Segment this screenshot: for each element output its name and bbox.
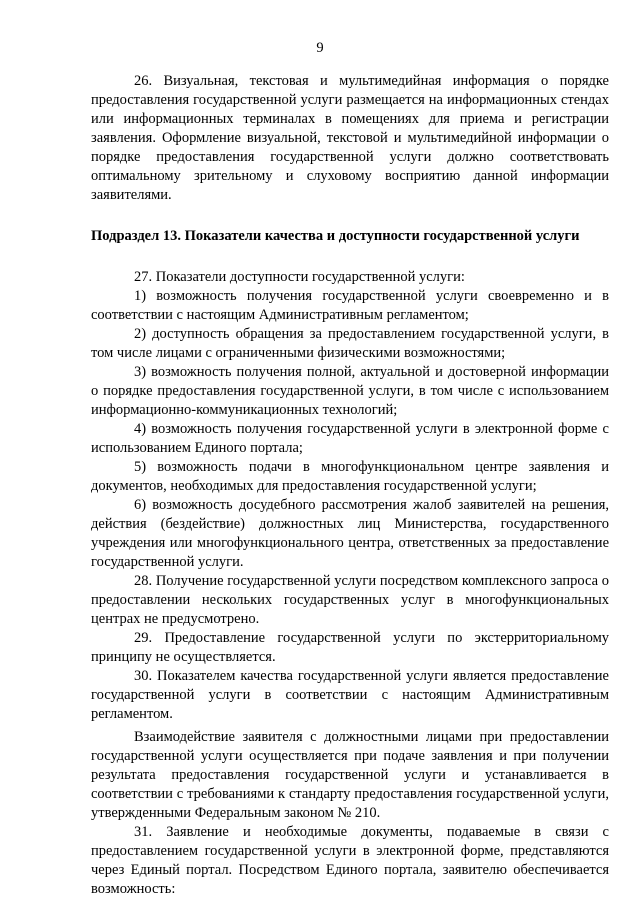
paragraph-27: 27. Показатели доступности государственной услуги: [134, 269, 465, 285]
list-item-4: 4) возможность получения государственной услуги в электронной форме с использованием Единого портала; [91, 421, 609, 456]
section-heading: Подраздел 13. Показатели качества и доступности государственной услуги [91, 228, 580, 244]
page-number: 9 [316, 40, 324, 56]
paragraph-26: 26. Визуальная, текстовая и мультимедийная информация о порядке предоставления государственной услуги размещается на информационных стендах или информационных терминалах в помещениях для приема и регистрации заявления. Оформление визуальной, текстовой и мультимедийной информации о порядке предоставления государственной услуги должно соответствовать оптимальному зрительному и слуховому восприятию данной информации заявителями. [91, 73, 609, 203]
list-item-6: 6) возможность досудебного рассмотрения жалоб заявителей на решения, действия (бездействие) должностных лиц Министерства, государственного учреждения или многофункционального центра, ответственных за предоставление государственной услуги. [91, 497, 609, 570]
list-item-1: 1) возможность получения государственной услуги своевременно и в соответствии с настоящим Административным регламентом; [91, 288, 609, 323]
paragraph-31: 31. Заявление и необходимые документы, подаваемые в связи с предоставлением государственной услуги в электронной форме, представляются через Единый портал. Посредством Единого портала, заявителю обеспечивается возможность: [91, 824, 609, 897]
paragraph-29: 29. Предоставление государственной услуги по экстерриториальному принципу не осуществляется. [91, 630, 609, 665]
list-item-3: 3) возможность получения полной, актуальной и достоверной информации о порядке предоставления государственной услуги, в том числе с использованием информационно-коммуникационных технологий; [91, 364, 609, 418]
list-item-2: 2) доступность обращения за предоставлением государственной услуги, в том числе лицами с ограниченными физическими возможностями; [91, 326, 609, 361]
list-item-5: 5) возможность подачи в многофункциональном центре заявления и документов, необходимых для предоставления государственной услуги; [91, 459, 609, 494]
paragraph-28: 28. Получение государственной услуги посредством комплексного запроса о предоставлении нескольких государственных услуг в многофункциональных центрах не предусмотрено. [91, 573, 609, 627]
paragraph-interaction: Взаимодействие заявителя с должностными лицами при предоставлении государственной услуги осуществляется при подаче заявления и при получении результата предоставления государственной услуги и устанавливается в соответствии с требованиями к стандарту предоставления государственной услуги, утвержденными Федеральным законом № 210. [91, 729, 609, 821]
document-body [91, 72, 609, 899]
paragraph-30: 30. Показателем качества государственной услуги является предоставление государственной услуги в соответствии с настоящим Административным регламентом. [91, 668, 609, 722]
